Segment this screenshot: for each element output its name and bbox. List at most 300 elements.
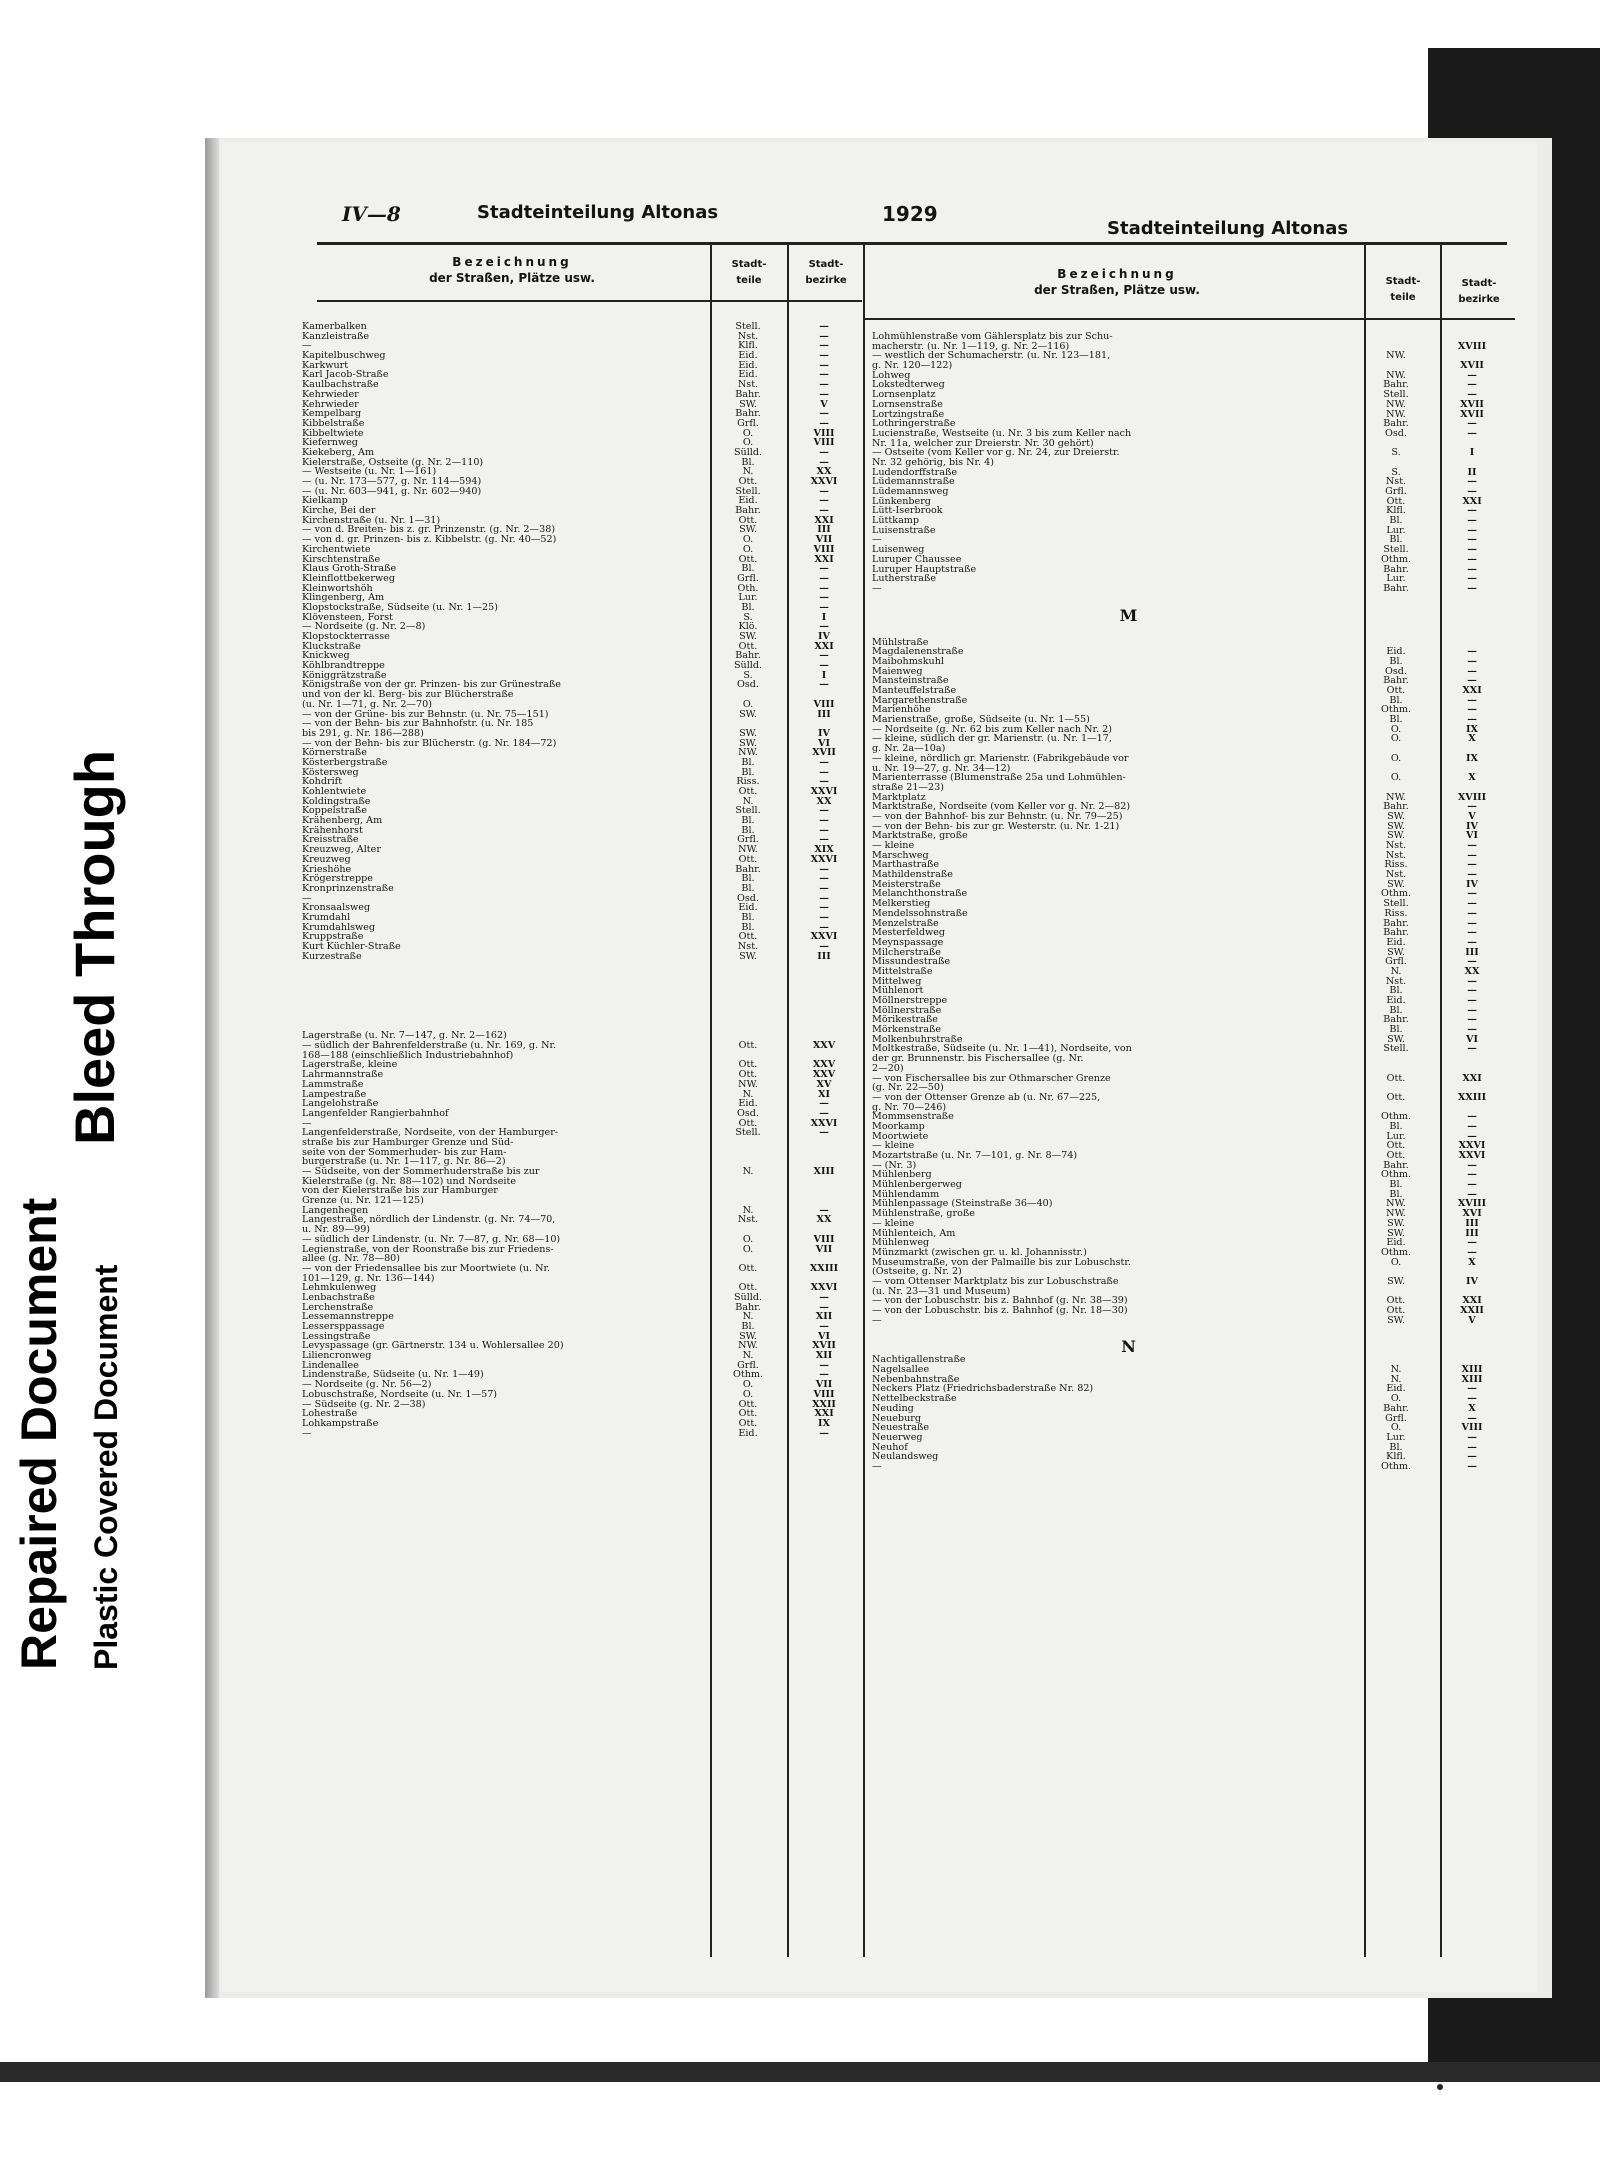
table-row [302,1400,862,1410]
street-name: Köhlbrandtreppe [302,661,385,671]
scan-border-bottom [0,2062,1600,2082]
table-row [872,1394,1517,1404]
street-name: — kleine [872,841,915,851]
right-street-list [872,332,1517,1472]
stadtbezirk-cell: VIII [813,427,835,439]
street-name: — Nordseite (g. Nr. 56—2) [302,1380,432,1390]
stadtbezirk-cell: — [1467,985,1477,997]
stadtteil-cell: Bl. [741,882,755,894]
table-row [872,705,1517,715]
table-row [872,1229,1517,1239]
table-row [872,802,1517,812]
stadtteil-cell: Ott. [738,853,758,865]
street-name: Levyspassage (gr. Gärtnerstr. 134 u. Wohlersallee 20) [302,1341,564,1352]
stadtbezirk-cell: — [1467,486,1477,497]
stadtteil-cell: Osd. [737,1107,759,1119]
stadtteil-cell: Bl. [1389,1188,1403,1200]
stadtbezirk-cell: — [1467,714,1477,726]
table-row [302,874,862,884]
left-street-list [302,322,862,1438]
stadtbezirk-cell: IX [1466,723,1478,735]
table-row [872,390,1517,400]
street-name: Mendelssohnstraße [872,908,968,919]
table-row [302,651,862,661]
stadtbezirk-cell: VI [1466,830,1478,842]
stadtteil-cell: Osd. [1385,427,1407,439]
street-name: Lessingstraße [302,1331,371,1342]
stadtbezirk-cell: VIII [813,437,835,449]
street-name: Karkwurt [302,360,349,371]
street-name: Kielerstraße (g. Nr. 88—102) und Nordseite [302,1176,517,1187]
stadtteil-cell: Bahr. [735,408,761,420]
stadtbezirk-cell: — [1467,505,1477,517]
table-row [872,1132,1517,1142]
table-row [872,400,1517,410]
stadtbezirk-cell: VII [815,1243,833,1255]
stadtbezirk-cell: — [819,863,829,875]
stadtteil-cell: Grfl. [1385,956,1407,968]
stadtbezirk-cell: VIII [813,698,835,710]
street-name: Luisenweg [872,545,925,555]
table-row [872,967,1517,977]
stadtbezirk-cell: — [1467,418,1477,430]
stadtteil-cell: N. [742,1350,754,1362]
table-row [302,894,862,904]
table-row [302,729,862,739]
stadtbezirk-cell: — [1467,1130,1477,1142]
street-name: Mathildenstraße [872,870,953,880]
stadtteil-cell: Bahr. [735,505,761,517]
table-row [302,739,862,749]
street-name: Kohlentwiete [302,787,367,797]
street-name: von der Kielerstraße bis zur Hamburger [302,1186,498,1197]
stadtbezirk-cell: — [1467,840,1477,851]
street-name: Kiekeberg, Am [302,447,375,458]
stadtbezirk-cell: XXI [1462,1072,1482,1084]
street-name: Mühlenberg [872,1170,932,1181]
street-name: Lohmühlenstraße vom Gählersplatz bis zur Schu- [872,332,1113,342]
section-letter: M [1119,605,1140,625]
table-row [302,1380,862,1390]
stadtteil-cell: O. [742,1379,754,1391]
table-row [302,835,862,845]
stadtbezirk-cell: XXIII [809,1262,839,1274]
stadtteil-cell: Bl. [1389,515,1403,527]
stadtteil-cell: Eid. [1386,646,1406,658]
table-row [302,458,862,468]
stadtbezirk-cell: — [819,359,829,371]
stadtteil-cell: NW. [1386,1198,1406,1210]
stadtbezirk-cell: XXII [812,1398,836,1410]
stadtbezirk-cell: XXVI [810,931,838,943]
table-row [302,1070,862,1080]
street-name: Krögerstreppe [302,874,373,884]
street-name: Langenfelderstraße, Nordseite, von der Hamburger- [302,1128,559,1138]
table-row [302,932,862,942]
stadtbezirk-cell: XIII [1461,1364,1483,1376]
street-name: Langenfelder Rangierbahnhof [302,1108,449,1119]
stadtteil-cell: Ott. [738,1117,758,1129]
stadtbezirk-cell: — [1467,869,1477,881]
stadtteil-cell: N. [1390,1373,1402,1385]
stadtbezirk-cell: III [1465,946,1479,958]
street-name: allee (g. Nr. 78—80) [302,1254,401,1264]
stadtbezirk-cell: — [819,1291,829,1303]
street-name: — [872,1461,882,1472]
street-name: Moorkamp [872,1121,925,1132]
table-row [872,1064,1517,1074]
street-name: — kleine [872,1141,915,1152]
table-row [302,690,862,700]
table-row [302,593,862,603]
street-name: Klaus Groth-Straße [302,564,397,574]
left-teile-header: Stadt- teile [731,259,767,286]
stadtteil-cell: Othm. [1380,1246,1412,1258]
stadtteil-cell: Bl. [741,1321,755,1332]
stadtteil-cell: Ott. [738,1398,758,1410]
stadtteil-cell: SW. [739,708,757,720]
stadtteil-cell: Bl. [1389,534,1403,546]
table-row [302,1177,862,1187]
table-row [302,1351,862,1361]
stadtbezirk-cell: — [819,921,829,933]
stadtteil-cell: Nst. [1385,975,1407,987]
right-name-header: Bezeichnung der Straßen, Plätze usw. [1034,267,1200,297]
stadtbezirk-cell: — [1467,534,1477,546]
stadtteil-cell: Eid. [738,902,758,914]
stadtbezirk-cell: — [1467,1451,1477,1463]
street-name: — von der Behn- bis zur gr. Westerstr. (u. Nr. 1-21) [872,821,1120,832]
stadtbezirk-cell: — [819,834,829,846]
street-name: Manteuffelstraße [872,686,957,696]
table-row [302,1390,862,1400]
stadtbezirk-cell: — [1467,1169,1477,1181]
stadtbezirk-cell: XIX [814,844,834,856]
table-row [302,477,862,487]
table-row [872,841,1517,851]
table-row [302,322,862,332]
street-name: Mühlstraße [872,637,929,648]
street-name: Kapitelbuschweg [302,351,386,361]
table-row [872,831,1517,841]
stadtbezirk-cell: — [819,582,829,594]
stadtteil-cell: Grfl. [737,834,759,846]
table-row [872,686,1517,696]
stadtteil-cell: N. [742,466,754,478]
street-name: Lornsenstraße [872,399,943,410]
street-name: — von der Behn- bis zur Bahnhofstr. (u. Nr. 185 [302,719,534,729]
stadtteil-cell: Othm. [1380,888,1412,900]
table-row [872,638,1517,648]
stadtbezirk-cell: — [1467,849,1477,861]
stadtteil-cell: N. [1390,1364,1402,1376]
stadtteil-cell: Bl. [741,824,755,836]
stadtteil-cell: Riss. [1384,859,1408,871]
table-row [872,870,1517,880]
stadtbezirk-cell: — [1467,1393,1477,1405]
stadtbezirk-cell: — [819,505,829,517]
street-name: — Nordseite (g. Nr. 62 bis zum Keller nach Nr. 2) [872,724,1113,735]
street-name: Marienstraße, große, Südseite (u. Nr. 1—55) [872,715,1090,725]
stadtteil-cell: Ott. [1386,1072,1406,1084]
stadtteil-cell: O. [742,1243,754,1255]
street-name: Kirschtenstraße [302,554,381,565]
table-row [872,1209,1517,1219]
stadtbezirk-cell: IX [818,1417,830,1429]
stadtbezirk-cell: — [1467,1024,1477,1036]
street-name: Neulandsweg [872,1452,939,1462]
stadtteil-cell: Bl. [741,563,755,575]
repaired-document-label: Repaired Document [11,1197,67,1670]
street-name: — von der Lobuschstr. bis z. Bahnhof (g. Nr. 18—30) [872,1306,1128,1316]
stadtbezirk-cell: XXVI [1458,1140,1486,1152]
street-name: Marienterrasse (Blumenstraße 25a und Lohmühlen- [872,773,1126,783]
street-name: Langelohstraße [302,1099,379,1109]
stadtteil-cell: NW. [738,844,758,856]
stadtteil-cell: Bahr. [1383,582,1409,594]
stadtbezirk-cell: — [1467,1246,1477,1258]
stadtteil-cell: Lur. [1386,524,1406,536]
stadtteil-cell: NW. [738,1078,758,1090]
table-row [872,696,1517,706]
table-row [872,783,1517,793]
stadtteil-cell: Bahr. [1383,675,1409,687]
stadtteil-cell: O. [1390,1393,1402,1405]
street-name: — von der Lobuschstr. bis z. Bahnhof (g. Nr. 38—39) [872,1296,1128,1307]
stadtbezirk-cell: XXVI [810,476,838,487]
table-row [302,700,862,710]
street-name: — [302,1428,312,1439]
stadtteil-cell: Eid. [738,1427,758,1439]
stadtteil-cell: SW. [1387,820,1405,832]
table-row [872,526,1517,536]
stadtteil-cell: Nst. [737,1214,759,1226]
street-name: Kluckstraße [302,641,361,652]
street-name: Krumdahl [302,912,351,923]
stadtteil-cell: O. [1390,1256,1402,1268]
stadtbezirk-cell: — [1467,665,1477,677]
stadtteil-cell: Othm. [1380,1111,1412,1123]
stadtbezirk-cell: — [819,485,829,497]
table-row [302,574,862,584]
stadtbezirk-cell: — [1467,1441,1477,1453]
stadtteil-cell: NW. [1386,369,1406,381]
table-row [302,1293,862,1303]
stadtteil-cell: SW. [1387,1227,1405,1239]
street-name: Koppelstraße [302,806,367,817]
table-row [872,1443,1517,1453]
stadtbezirk-cell: XVIII [1457,340,1487,352]
stadtbezirk-cell: XXVI [1458,1150,1486,1161]
stadtbezirk-cell: III [817,524,831,536]
table-row [872,1452,1517,1462]
stadtteil-cell: Stell. [1383,544,1409,556]
street-name: Meynspassage [872,937,944,948]
street-name: Lahrmannstraße [302,1070,384,1080]
stadtteil-cell: Nst. [737,941,759,952]
table-row [302,1361,862,1371]
street-name: Nachtigallenstraße [872,1355,966,1366]
stadtbezirk-cell: — [1467,655,1477,667]
header-rule [317,242,1507,245]
table-row [302,351,862,361]
section-letter: N [1121,1337,1138,1357]
stadtbezirk-cell: — [819,330,829,342]
table-row [302,1332,862,1342]
list-gap [302,1003,862,1017]
table-row [302,622,862,632]
table-row [302,1283,862,1293]
stadtbezirk-cell: — [1467,646,1477,658]
table-row [302,390,862,400]
street-name: Lornsenplatz [872,390,936,400]
stadtbezirk-cell: XXI [1462,1295,1482,1307]
stadtteil-cell: Ott. [1386,495,1406,507]
table-row [872,851,1517,861]
stadtbezirk-cell: — [1467,859,1477,871]
table-row [302,467,862,477]
table-row [302,865,862,875]
stadtteil-cell: Eid. [1386,1383,1406,1395]
street-name: Kamerbalken [302,322,367,332]
stadtteil-cell: Lur. [1386,1431,1406,1443]
street-name: Lagerstraße, kleine [302,1060,398,1071]
stadtbezirk-cell: — [819,1098,829,1110]
table-row [872,342,1517,352]
stadtteil-cell: S. [1391,466,1401,478]
stadtteil-cell: Ott. [1386,1305,1406,1316]
stadtteil-cell: N. [742,1311,754,1323]
table-row [302,516,862,526]
stadtteil-cell: Lur. [738,592,758,604]
stadtteil-cell: Nst. [737,330,759,342]
stadtbezirk-cell: XXIII [1457,1091,1487,1103]
stadtteil-cell: N. [1390,965,1402,977]
stadtteil-cell: Osd. [737,679,759,691]
stadtbezirk-cell: — [819,941,829,952]
table-row [872,516,1517,526]
street-name: 101—129, g. Nr. 136—144) [302,1273,435,1284]
table-row [302,719,862,729]
street-name: — Westseite (u. Nr. 1—161) [302,467,437,478]
stadtbezirk-cell: — [1467,1120,1477,1132]
street-name: (g. Nr. 22—50) [872,1083,944,1093]
street-name: Neuerweg [872,1432,923,1443]
street-name: Mühlenort [872,986,924,997]
stadtbezirk-cell: IV [1466,820,1478,832]
street-name: — [872,1315,882,1326]
stadtteil-cell: Grfl. [737,417,759,429]
street-name: Maibohmskuhl [872,656,944,667]
stadtbezirk-cell: — [819,340,829,352]
street-name: Mozartstraße (u. Nr. 7—101, g. Nr. 8—74) [872,1151,1078,1161]
stadtteil-cell: Ott. [1386,1150,1406,1161]
table-row [872,535,1517,545]
street-name: Krieshöhe [302,864,352,875]
table-row [872,419,1517,429]
street-name: Meisterstraße [872,879,941,890]
stadtteil-cell: Bahr. [1383,927,1409,939]
table-row [302,1186,862,1196]
street-name: burgerstraße (u. Nr. 1—117, g. Nr. 86—2) [302,1157,506,1168]
stadtteil-cell: Oth. [737,582,759,594]
stadtbezirk-cell: — [1467,379,1477,391]
table-row [872,1384,1517,1394]
stadtbezirk-cell: — [1467,1111,1477,1123]
stadtbezirk-cell: VII [815,534,833,546]
street-name: Koldingstraße [302,796,371,807]
street-name: Münzmarkt (zwischen gr. u. kl. Johannisstr.) [872,1247,1087,1258]
table-row [872,715,1517,725]
right-teile-header: Stadt- teile [1385,276,1421,303]
street-name: Kronsaalsweg [302,903,371,913]
street-name: Mühlendamm [872,1189,940,1200]
street-name: — [872,535,882,546]
street-name: — von der Bahnhof- bis zur Behnstr. (u. Nr. 79—25) [872,811,1123,822]
stadtteil-cell: Bl. [1389,1024,1403,1036]
stadtbezirk-cell: — [819,572,829,584]
street-name: Krähenberg, Am [302,816,383,826]
left-bezirke-header: Stadt- bezirke [805,259,847,286]
street-name: — [302,1118,312,1129]
street-name: Moltkestraße, Südseite (u. Nr. 1—41), Nordseite, von [872,1044,1132,1055]
stadtteil-cell: SW. [1387,946,1405,958]
stadtbezirk-cell: XVII [812,747,836,759]
street-name: Kielerstraße, Ostseite (g. Nr. 2—110) [302,457,484,468]
table-row [872,1151,1517,1161]
street-name: straße bis zur Hamburger Grenze und Süd- [302,1137,514,1148]
table-row [302,816,862,826]
stadtteil-cell: Bahr. [1383,379,1409,391]
stadtteil-cell: Bl. [741,815,755,827]
table-row [302,564,862,574]
table-row [302,1235,862,1245]
street-name: Mühlenweg [872,1238,930,1248]
table-row [302,1119,862,1129]
table-row [872,1433,1517,1443]
stadtteil-cell: Klfl. [1386,1451,1406,1463]
street-name: Kibbeltwiete [302,428,364,439]
street-name: Liliencronweg [302,1351,372,1361]
table-row [872,1190,1517,1200]
stadtteil-cell: Ott. [738,931,758,943]
table-row [872,1180,1517,1190]
table-row [302,1341,862,1351]
street-name: Möllnerstreppe [872,996,948,1006]
stadtteil-cell: S. [743,611,753,623]
stadtteil-cell: NW. [1386,1208,1406,1220]
street-name: — Südseite (g. Nr. 2—38) [302,1399,426,1410]
street-name: Kehrwieder [302,399,359,410]
stadtteil-cell: Bahr. [1383,801,1409,813]
table-row [872,793,1517,803]
stadtbezirk-cell: — [1467,1014,1477,1026]
table-row [872,584,1517,594]
street-name: Molkenbuhrstraße [872,1034,963,1045]
stadtteil-cell: NW. [738,1340,758,1352]
stadtbezirk-cell: VII [815,1379,833,1391]
stadtteil-cell: Ott. [1386,1140,1406,1152]
table-row [872,371,1517,381]
stadtteil-cell: Ott. [738,1040,758,1052]
street-name: Nagelsallee [872,1365,930,1375]
stadtbezirk-cell: — [819,601,829,613]
stadtbezirk-cell: — [1467,1412,1477,1424]
stadtteil-cell: Bl. [741,756,755,768]
stadtbezirk-cell: — [1467,927,1477,939]
stadtteil-cell: SW. [1387,830,1405,842]
bleed-through-label: Bleed Through [63,749,126,1145]
